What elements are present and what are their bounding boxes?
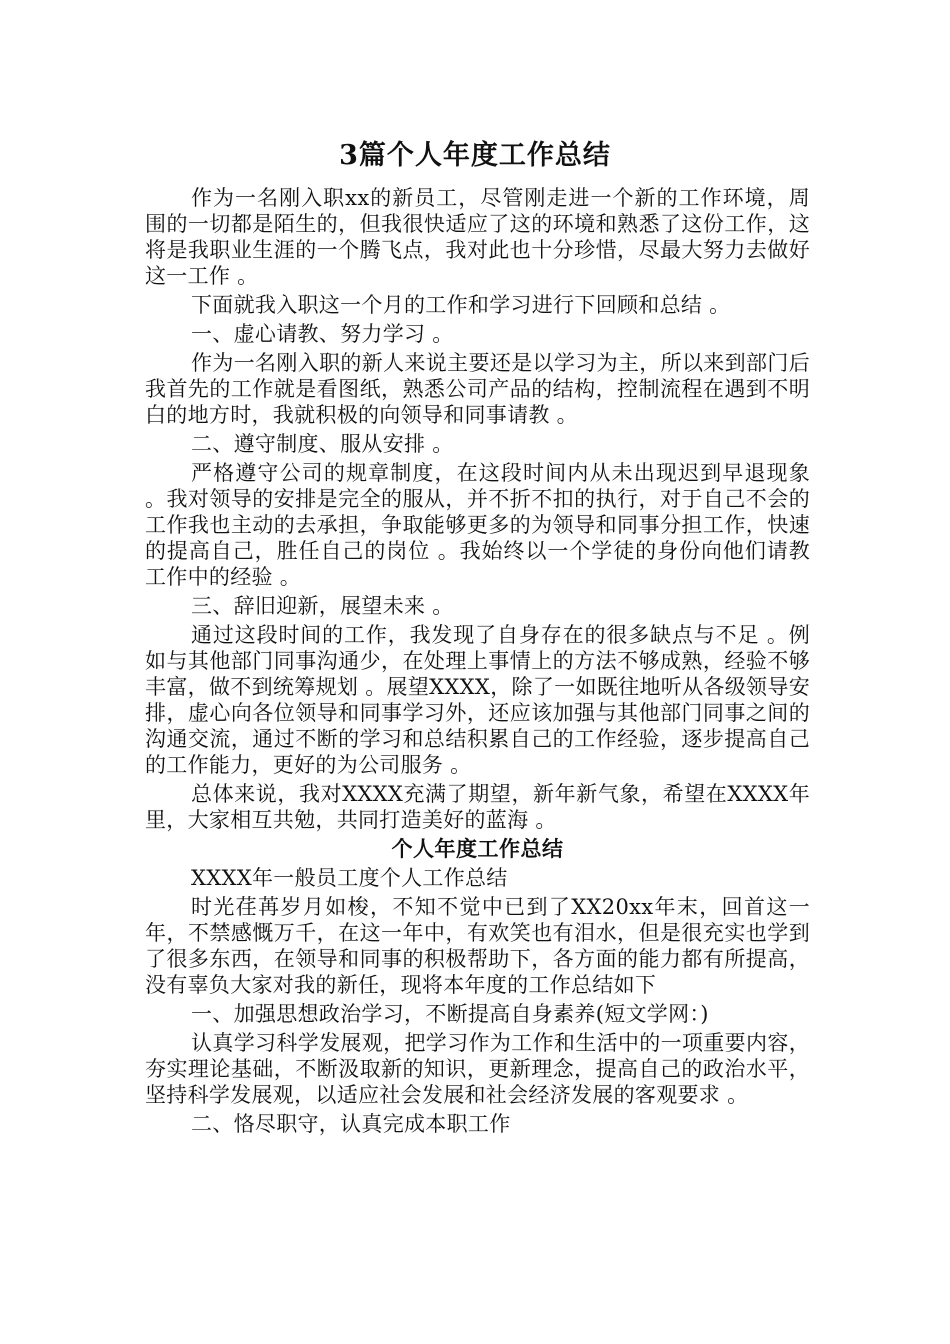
paragraph: 总体来说，我对XXXX充满了期望，新年新气象，希望在XXXX年里，大家相互共勉，共同打造美好的蓝海 。: [145, 782, 810, 832]
paragraph: 作为一名刚入职xx的新员工，尽管刚走进一个新的工作环境，周围的一切都是陌生的，但我很快适应了这的环境和熟悉了这份工作，这将是我职业生涯的一个腾飞点，我对此也十分珍惜，尽最大努力去做好这一工作 。: [145, 186, 810, 288]
section-heading: 二、遵守制度、服从安排 。: [191, 432, 454, 456]
paragraph: 认真学习科学发展观，把学习作为工作和生活中的一项重要内容，夯实理论基础，不断汲取新的知识，更新理念，提高自己的政治水平，坚持科学发展观，以适应社会发展和社会经济发展的客观要求 。: [145, 1031, 810, 1107]
section-heading: 一、虚心请教、努力学习 。: [191, 322, 454, 346]
paragraph: XXXX年一般员工度个人工作总结: [191, 866, 508, 890]
paragraph: 严格遵守公司的规章制度，在这段时间内从未出现迟到早退现象 。我对领导的安排是完全的服从，并不折不扣的执行，对于自己不会的工作我也主动的去承担，争取能够更多的为领导和同事分担工作，快速的提高自己，胜任自己的岗位 。我始终以一个学徒的身份向他们请教工作中的经验 。: [145, 461, 810, 589]
section-title: 个人年度工作总结: [391, 836, 564, 861]
paragraph: 作为一名刚入职的新人来说主要还是以学习为主，所以来到部门后我首先的工作就是看图纸，熟悉公司产品的结构，控制流程在遇到不明白的地方时，我就积极的向领导和同事请教 。: [145, 351, 810, 427]
section-heading: 二、恪尽职守，认真完成本职工作: [191, 1112, 511, 1136]
section-heading: 一、加强思想政治学习，不断提高自身素养(短文学网：): [191, 1002, 709, 1026]
document-body: [145, 185, 810, 1137]
paragraph: 通过这段时间的工作，我发现了自身存在的很多缺点与不足 。例如与其他部门同事沟通少，在处理上事情上的方法不够成熟，经验不够丰富，做不到统筹规划 。展望XXXX，除了一如既往地听从各级领导安排，虚心向各位领导和同事学习外，还应该加强与其他部门同事之间的沟通交流，通过不断的学习和总结积累自己的工作经验，逐步提高自己的工作能力，更好的为公司服务 。: [145, 623, 810, 777]
document-title: 3篇个人年度工作总结: [339, 140, 611, 171]
paragraph: 下面就我入职这一个月的工作和学习进行下回顾和总结 。: [191, 293, 731, 317]
paragraph: 时光荏苒岁月如梭，不知不觉中已到了XX20xx年末，回首这一年，不禁感慨万千，在这一年中，有欢笑也有泪水，但是很充实也学到了很多东西，在领导和同事的积极帮助下，各方面的能力都有所提高，没有辜负大家对我的新任，现将本年度的工作总结如下: [145, 895, 810, 997]
section-heading: 三、辞旧迎新，展望未来 。: [191, 594, 454, 618]
